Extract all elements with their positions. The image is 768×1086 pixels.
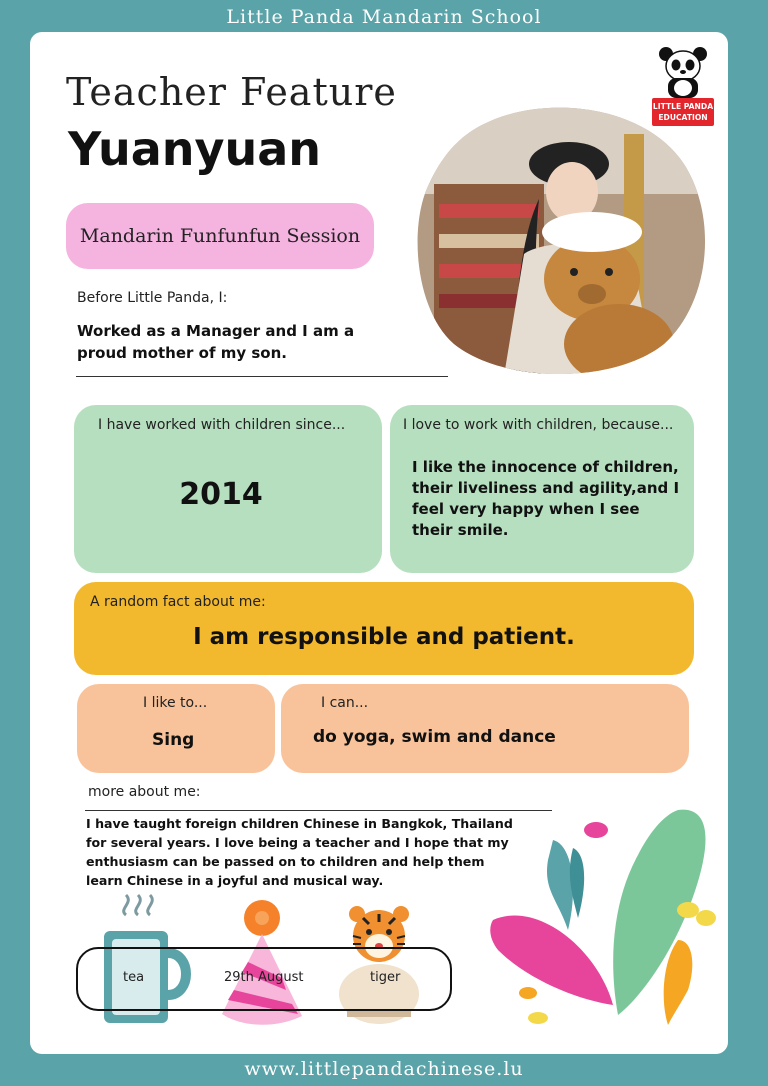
more-about-label: more about me: xyxy=(88,784,201,800)
can-card xyxy=(281,684,689,773)
logo-text-line1: LITTLE PANDA xyxy=(652,102,714,111)
logo-text-line2: EDUCATION xyxy=(658,113,708,122)
teddy-bear-photo xyxy=(414,104,710,376)
before-value: Worked as a Manager and I am a proud mother of my son. xyxy=(77,322,355,362)
website-link[interactable]: www.littlepandachinese.lu xyxy=(244,1058,524,1080)
more-divider xyxy=(85,810,552,811)
favorite-drink: tea xyxy=(123,970,145,985)
zodiac: tiger xyxy=(370,970,401,985)
like-to-label: I like to... xyxy=(143,695,208,711)
before-label: Before Little Panda, I: xyxy=(77,290,228,306)
school-title: Little Panda Mandarin School xyxy=(226,6,542,28)
worked-since-label: I have worked with children since... xyxy=(98,417,346,433)
random-fact-label: A random fact about me: xyxy=(90,594,266,610)
worked-since-card xyxy=(74,405,382,573)
random-fact-value: I am responsible and patient. xyxy=(193,624,575,650)
can-label: I can... xyxy=(321,695,369,711)
like-to-card xyxy=(77,684,275,773)
love-children-value: I like the innocence of children, their liveliness and agility,and I feel very happy when I see their smile. xyxy=(412,458,680,539)
feature-heading: Teacher Feature xyxy=(66,70,397,114)
teacher-name: Yuanyuan xyxy=(68,122,322,176)
random-fact-card xyxy=(74,582,694,675)
birthday: 29th August xyxy=(224,970,304,985)
session-badge xyxy=(66,203,374,269)
divider xyxy=(76,376,448,377)
decorative-leaves xyxy=(488,800,728,1032)
like-to-value: Sing xyxy=(152,730,195,750)
more-about-value: I have taught foreign children Chinese in Bangkok, Thailand for several years. I love being a teacher and I hope that my enthusiasm can be passed on to children and help them learn Chinese in a joyful and musical way. xyxy=(86,816,513,888)
session-label: Mandarin Funfunfun Session xyxy=(79,225,361,247)
panda-icon xyxy=(654,44,712,100)
love-children-card xyxy=(390,405,694,573)
can-value: do yoga, swim and dance xyxy=(313,727,556,747)
worked-since-value: 2014 xyxy=(179,477,263,512)
love-children-label: I love to work with children, because... xyxy=(403,417,674,433)
